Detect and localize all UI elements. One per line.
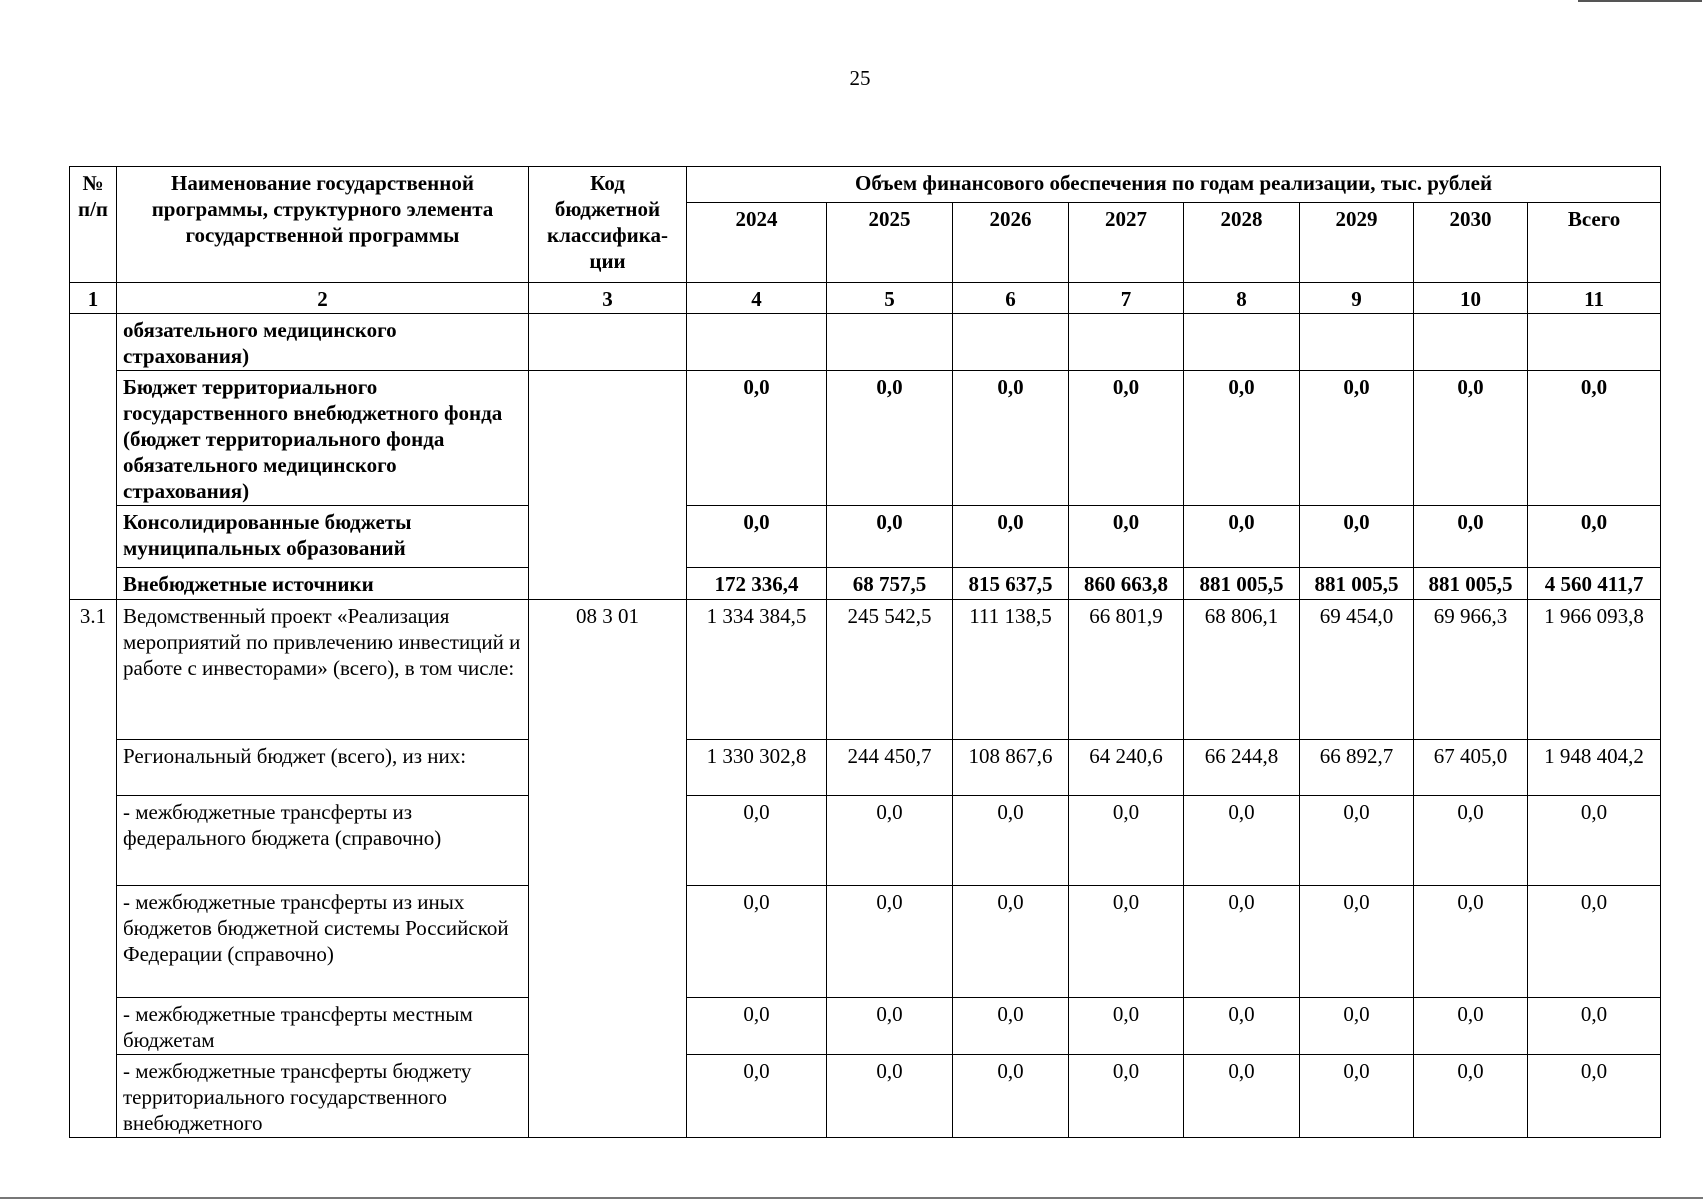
- column-number: 2: [117, 283, 529, 314]
- value-cell: 0,0: [687, 506, 827, 568]
- value-cell: 0,0: [1414, 796, 1528, 886]
- value-cell: 0,0: [1184, 371, 1300, 506]
- row-number: 3.1: [70, 600, 117, 1138]
- value-cell: 0,0: [687, 1055, 827, 1138]
- table-header: [70, 167, 1661, 283]
- value-cell: 1 948 404,2: [1528, 740, 1661, 796]
- value-cell: 0,0: [1069, 506, 1184, 568]
- row-name: Консолидированные бюджеты муниципальных образований: [117, 506, 529, 568]
- table-row: [70, 506, 1661, 568]
- bottom-scan-line: [0, 1197, 1703, 1199]
- value-cell: [1414, 314, 1528, 371]
- column-number: 5: [827, 283, 953, 314]
- value-cell: 172 336,4: [687, 568, 827, 600]
- value-cell: 0,0: [827, 371, 953, 506]
- value-cell: 881 005,5: [1300, 568, 1414, 600]
- value-cell: 0,0: [953, 506, 1069, 568]
- value-cell: 0,0: [1069, 371, 1184, 506]
- column-number: 6: [953, 283, 1069, 314]
- value-cell: 0,0: [1528, 371, 1661, 506]
- value-cell: [1069, 314, 1184, 371]
- budget-code: [529, 371, 687, 600]
- value-cell: 0,0: [687, 998, 827, 1055]
- value-cell: 4 560 411,7: [1528, 568, 1661, 600]
- value-cell: 0,0: [1414, 371, 1528, 506]
- value-cell: 69 454,0: [1300, 600, 1414, 740]
- value-cell: 0,0: [953, 998, 1069, 1055]
- value-cell: 64 240,6: [1069, 740, 1184, 796]
- header-volume: Объем финансового обеспечения по годам реализации, тыс. рублей: [687, 167, 1661, 203]
- row-name: Региональный бюджет (всего), из них:: [117, 740, 529, 796]
- value-cell: 0,0: [953, 1055, 1069, 1138]
- value-cell: 0,0: [1300, 796, 1414, 886]
- column-number: 11: [1528, 283, 1661, 314]
- value-cell: 0,0: [1414, 1055, 1528, 1138]
- column-number: 10: [1414, 283, 1528, 314]
- header-year: Всего: [1528, 203, 1661, 283]
- value-cell: 0,0: [827, 796, 953, 886]
- column-number: 1: [70, 283, 117, 314]
- value-cell: 0,0: [1414, 886, 1528, 998]
- table-row: [70, 796, 1661, 886]
- value-cell: 0,0: [1300, 886, 1414, 998]
- row-name: Бюджет территориального государственного внебюджетного фонда (бюджет территориального фонда обязательного медицинского страхования): [117, 371, 529, 506]
- column-numbers-row: [70, 283, 1661, 314]
- value-cell: 0,0: [1300, 371, 1414, 506]
- value-cell: [953, 314, 1069, 371]
- budget-code: [529, 314, 687, 371]
- value-cell: 0,0: [953, 371, 1069, 506]
- value-cell: 68 806,1: [1184, 600, 1300, 740]
- value-cell: 1 330 302,8: [687, 740, 827, 796]
- table-row: [70, 998, 1661, 1055]
- value-cell: 0,0: [1069, 998, 1184, 1055]
- value-cell: 0,0: [1069, 1055, 1184, 1138]
- value-cell: 0,0: [1528, 506, 1661, 568]
- value-cell: [1528, 314, 1661, 371]
- value-cell: 67 405,0: [1414, 740, 1528, 796]
- value-cell: 0,0: [1300, 998, 1414, 1055]
- table-row: [70, 568, 1661, 600]
- header-year: 2027: [1069, 203, 1184, 283]
- value-cell: 0,0: [687, 371, 827, 506]
- header-year: 2026: [953, 203, 1069, 283]
- value-cell: 0,0: [1528, 998, 1661, 1055]
- value-cell: [1184, 314, 1300, 371]
- budget-table: [69, 166, 1661, 1138]
- value-cell: 0,0: [827, 886, 953, 998]
- header-year: 2025: [827, 203, 953, 283]
- value-cell: 0,0: [1300, 506, 1414, 568]
- value-cell: 0,0: [1184, 506, 1300, 568]
- row-number: [70, 314, 117, 600]
- value-cell: 108 867,6: [953, 740, 1069, 796]
- column-number: 7: [1069, 283, 1184, 314]
- table-row: [70, 371, 1661, 506]
- header-year: 2028: [1184, 203, 1300, 283]
- header-name: Наименование государственной программы, структурного элемента государственной программы: [117, 167, 529, 283]
- row-name: - межбюджетные трансферты из иных бюджетов бюджетной системы Российской Федерации (справочно): [117, 886, 529, 998]
- value-cell: 245 542,5: [827, 600, 953, 740]
- value-cell: 0,0: [1528, 796, 1661, 886]
- value-cell: 0,0: [827, 506, 953, 568]
- column-number: 4: [687, 283, 827, 314]
- value-cell: 0,0: [827, 1055, 953, 1138]
- column-number: 3: [529, 283, 687, 314]
- header-year: 2029: [1300, 203, 1414, 283]
- value-cell: 881 005,5: [1414, 568, 1528, 600]
- value-cell: 0,0: [1528, 1055, 1661, 1138]
- value-cell: 881 005,5: [1184, 568, 1300, 600]
- value-cell: 0,0: [1184, 998, 1300, 1055]
- value-cell: 244 450,7: [827, 740, 953, 796]
- value-cell: 66 801,9: [1069, 600, 1184, 740]
- corner-scan-line: [1578, 0, 1702, 2]
- row-name: обязательного медицинского страхования): [117, 314, 529, 371]
- table-row: [70, 314, 1661, 371]
- table-row: [70, 600, 1661, 740]
- row-name: Ведомственный проект «Реализация мероприятий по привлечению инвестиций и работе с инвесторами» (всего), в том числе:: [117, 600, 529, 740]
- value-cell: 1 966 093,8: [1528, 600, 1661, 740]
- header-year: 2024: [687, 203, 827, 283]
- table-row: [70, 886, 1661, 998]
- table-row: [70, 1055, 1661, 1138]
- value-cell: [687, 314, 827, 371]
- value-cell: 111 138,5: [953, 600, 1069, 740]
- header-num: № п/п: [70, 167, 117, 283]
- value-cell: 0,0: [1528, 886, 1661, 998]
- value-cell: 66 244,8: [1184, 740, 1300, 796]
- value-cell: 0,0: [1069, 886, 1184, 998]
- value-cell: 0,0: [687, 796, 827, 886]
- value-cell: 0,0: [1069, 796, 1184, 886]
- value-cell: 0,0: [1184, 886, 1300, 998]
- value-cell: 1 334 384,5: [687, 600, 827, 740]
- value-cell: 0,0: [1184, 1055, 1300, 1138]
- column-number: 8: [1184, 283, 1300, 314]
- column-number: 9: [1300, 283, 1414, 314]
- row-name: - межбюджетные трансферты бюджету территориального государственного внебюджетного: [117, 1055, 529, 1138]
- value-cell: [1300, 314, 1414, 371]
- row-name: Внебюджетные источники: [117, 568, 529, 600]
- value-cell: 0,0: [953, 796, 1069, 886]
- value-cell: 0,0: [827, 998, 953, 1055]
- value-cell: 0,0: [687, 886, 827, 998]
- value-cell: 815 637,5: [953, 568, 1069, 600]
- table-row: [70, 740, 1661, 796]
- budget-code: 08 3 01: [529, 600, 687, 1138]
- header-code: Код бюджетной классифика-ции: [529, 167, 687, 283]
- row-name: - межбюджетные трансферты из федерального бюджета (справочно): [117, 796, 529, 886]
- row-name: - межбюджетные трансферты местным бюджетам: [117, 998, 529, 1055]
- header-year: 2030: [1414, 203, 1528, 283]
- value-cell: 0,0: [1184, 796, 1300, 886]
- value-cell: 66 892,7: [1300, 740, 1414, 796]
- value-cell: 860 663,8: [1069, 568, 1184, 600]
- value-cell: 0,0: [1300, 1055, 1414, 1138]
- value-cell: 69 966,3: [1414, 600, 1528, 740]
- value-cell: 0,0: [1414, 998, 1528, 1055]
- value-cell: 68 757,5: [827, 568, 953, 600]
- value-cell: [827, 314, 953, 371]
- table-body: [70, 283, 1661, 1138]
- value-cell: 0,0: [953, 886, 1069, 998]
- value-cell: 0,0: [1414, 506, 1528, 568]
- page-number: 25: [849, 66, 871, 90]
